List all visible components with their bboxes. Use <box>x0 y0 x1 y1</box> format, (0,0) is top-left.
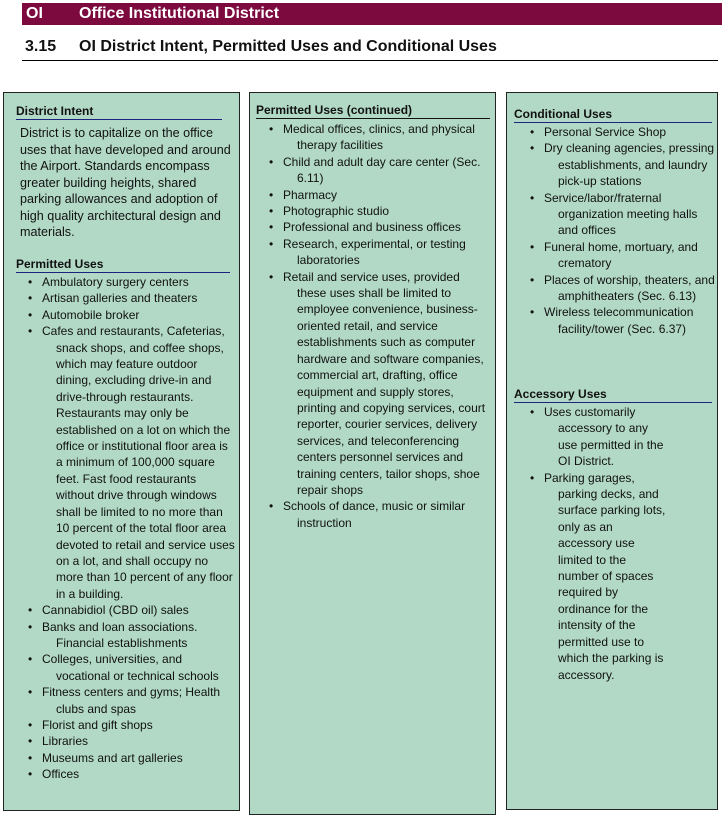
conditional-use-item: • Dry cleaning agencies, pressing establishments, and laundry pick-up stations <box>510 140 715 189</box>
permitted-uses-list <box>8 274 236 783</box>
permitted-use-item: • Cafes and restaurants, Cafeterias, snack shops, and coffee shops, which may feature outdoor dining, excluding drive-in and drive-through restaurants. Restaurants may only be established on a lot on which the office or institutional floor area is a minimum of 100,000 square feet. Fast food restaurants without drive through windows shall be limited to no more than 10 percent of the total floor area devoted to retail and service uses on a lot, and shall occupy no more than 10 percent of any floor in a building. <box>8 323 236 602</box>
permitted-use-item: • Fitness centers and gyms; Health clubs and spas <box>8 684 236 717</box>
conditional-uses-list <box>510 124 715 337</box>
permitted-use-item: • Museums and art galleries <box>8 750 236 766</box>
title-divider <box>22 60 718 61</box>
accessory-use-item: • Uses customarily accessory to any use permitted in the OI District. <box>510 404 670 470</box>
permitted-use-item: • Artisan galleries and theaters <box>8 290 236 306</box>
district-intent-heading: District Intent <box>16 104 222 120</box>
permitted-use-item: • Child and adult day care center (Sec. 6.11) <box>249 154 491 187</box>
accessory-uses-list <box>510 404 670 683</box>
conditional-use-item: • Personal Service Shop <box>510 124 715 140</box>
section-heading: OI District Intent, Permitted Uses and Conditional Uses <box>79 38 497 55</box>
permitted-use-item: • Pharmacy <box>249 187 491 203</box>
section-number: 3.15 <box>25 38 57 55</box>
permitted-use-item: • Schools of dance, music or similar instruction <box>249 498 491 531</box>
permitted-use-item: • Retail and service uses, provided these uses shall be limited to employee convenience, business-oriented retail, and service establishments such as computer hardware and software companies, commercial art, drafting, office equipment and supply stores, printing and copying services, court reporter, courier services, delivery services, and teleconferencing centers personnel services and training centers, tailor shops, shoe repair shops <box>249 269 491 499</box>
district-intent-text: District is to capitalize on the office uses that have developed and around the Airport. Standards encompass greater building heights, shared parking allowances and adoption of high quality architectural design and materials. <box>20 126 231 239</box>
permitted-use-item: • Photographic studio <box>249 203 491 219</box>
permitted-use-item: • Ambulatory surgery centers <box>8 274 236 290</box>
permitted-uses-continued-list <box>249 121 491 531</box>
permitted-use-item: • Automobile broker <box>8 307 236 323</box>
accessory-uses-heading: Accessory Uses <box>514 387 712 403</box>
permitted-use-item: • Cannabidiol (CBD oil) sales <box>8 602 236 618</box>
conditional-use-item: • Wireless telecommunication facility/tower (Sec. 6.37) <box>510 304 715 337</box>
permitted-use-item: • Offices <box>8 766 236 782</box>
permitted-use-item: • Libraries <box>8 733 236 749</box>
district-intent-panel <box>3 92 240 811</box>
accessory-use-item: • Parking garages, parking decks, and surface parking lots, only as an accessory use limited to the number of spaces required by ordinance for the intensity of the permitted use to which the parking is accessory. <box>510 470 670 683</box>
permitted-use-item: • Research, experimental, or testing laboratories <box>249 236 491 269</box>
district-banner <box>22 3 722 25</box>
district-code: OI <box>26 5 43 22</box>
permitted-uses-continued-heading: Permitted Uses (continued) <box>256 103 490 119</box>
conditional-use-item: • Funeral home, mortuary, and crematory <box>510 239 715 272</box>
permitted-use-item: • Medical offices, clinics, and physical therapy facilities <box>249 121 491 154</box>
district-name: Office Institutional District <box>79 5 280 22</box>
permitted-uses-heading: Permitted Uses <box>16 257 230 273</box>
permitted-use-item: • Banks and loan associations. Financial establishments <box>8 619 236 652</box>
permitted-use-item: • Colleges, universities, and vocational or technical schools <box>8 651 236 684</box>
permitted-use-item: • Florist and gift shops <box>8 717 236 733</box>
conditional-accessory-panel <box>506 92 718 810</box>
conditional-uses-heading: Conditional Uses <box>514 107 712 123</box>
permitted-uses-continued-panel <box>249 92 496 815</box>
conditional-use-item: • Places of worship, theaters, and amphitheaters (Sec. 6.13) <box>510 272 715 305</box>
conditional-use-item: • Service/labor/fraternal organization meeting halls and offices <box>510 190 715 239</box>
permitted-use-item: • Professional and business offices <box>249 219 491 235</box>
